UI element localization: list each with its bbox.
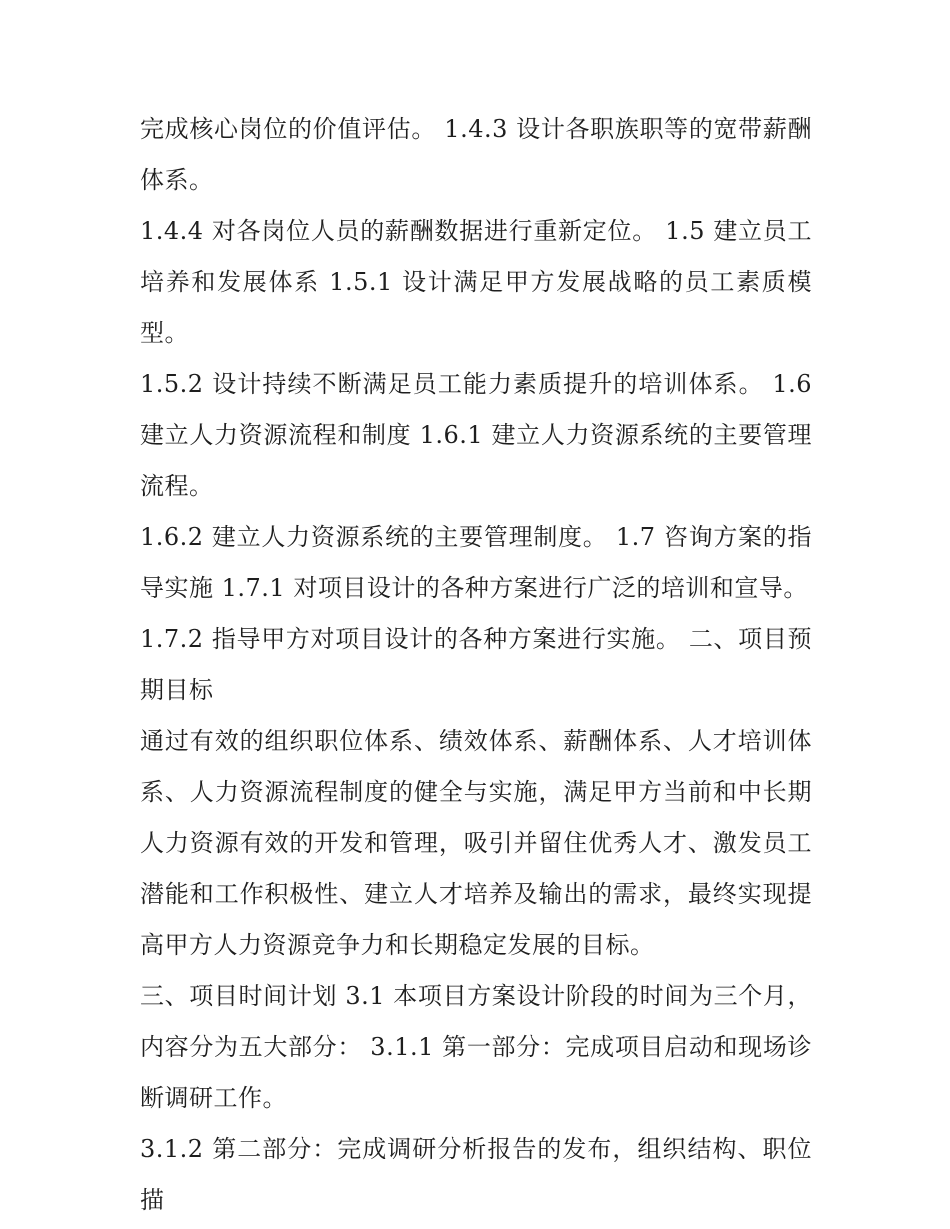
document-body — [140, 104, 812, 1226]
paragraph: 1.4.4 对各岗位人员的薪酬数据进行重新定位。 1.5 建立员工培养和发展体系 1.5.1 设计满足甲方发展战略的员工素质模型。 — [140, 217, 812, 347]
paragraph: 1.5.2 设计持续不断满足员工能力素质提升的培训体系。 1.6 建立人力资源流程和制度 1.6.1 建立人力资源系统的主要管理流程。 — [140, 370, 812, 500]
paragraph: 通过有效的组织职位体系、绩效体系、薪酬体系、人才培训体系、人力资源流程制度的健全与实施，满足甲方当前和中长期人力资源有效的开发和管理，吸引并留住优秀人才、激发员工潜能和工作积极性、建立人才培养及输出的需求，最终实现提高甲方人力资源竞争力和长期稳定发展的目标。 — [140, 727, 812, 959]
paragraph: 3.1.2 第二部分：完成调研分析报告的发布，组织结构、职位描 — [140, 1135, 812, 1214]
paragraph: 1.6.2 建立人力资源系统的主要管理制度。 1.7 咨询方案的指导实施 1.7.1 对项目设计的各种方案进行广泛的培训和宣导。 — [140, 523, 812, 602]
paragraph: 1.7.2 指导甲方对项目设计的各种方案进行实施。 二、项目预期目标 — [140, 625, 812, 704]
paragraph: 完成核心岗位的价值评估。 1.4.3 设计各职族职等的宽带薪酬体系。 — [140, 115, 812, 194]
paragraph: 三、项目时间计划 3.1 本项目方案设计阶段的时间为三个月，内容分为五大部分： 3.1.1 第一部分：完成项目启动和现场诊断调研工作。 — [140, 982, 812, 1112]
